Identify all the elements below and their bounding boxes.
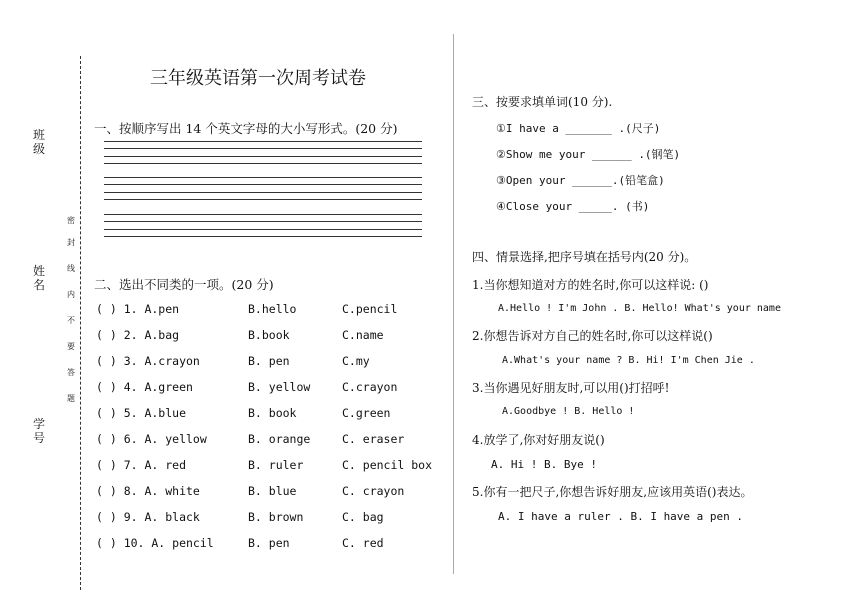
seal-char: 内 bbox=[67, 290, 75, 299]
name-label: 姓名 bbox=[32, 264, 45, 292]
seal-char: 封 bbox=[67, 238, 75, 247]
fill-item: ②Show me your ______ .(钢笔) bbox=[496, 148, 681, 161]
seal-char: 题 bbox=[67, 394, 75, 403]
fill-item: ④Close your _____. (书) bbox=[496, 200, 650, 213]
question-option-a: ( ) 5. A.blue bbox=[96, 406, 187, 420]
section2-heading: 二、选出不同类的一项。(20 分) bbox=[94, 277, 274, 292]
situation-question: 3.当你遇见好朋友时,可以用()打招呼! bbox=[472, 381, 670, 395]
question-option-b: B. orange bbox=[248, 432, 311, 446]
seal-char: 答 bbox=[67, 368, 75, 377]
question-option-b: B. yellow bbox=[248, 380, 311, 394]
student-number-label: 学号 bbox=[32, 417, 45, 445]
situation-question: 4.放学了,你对好朋友说() bbox=[472, 433, 605, 447]
fill-item: ①I have a _______ .(尺子) bbox=[496, 122, 661, 135]
question-option-c: C. red bbox=[342, 536, 384, 550]
situation-question: 5.你有一把尺子,你想告诉好朋友,应该用英语()表达。 bbox=[472, 485, 753, 499]
question-option-b: B. blue bbox=[248, 484, 297, 498]
exam-title: 三年级英语第一次周考试卷 bbox=[150, 68, 366, 89]
situation-question: 1.当你想知道对方的姓名时,你可以这样说: () bbox=[472, 278, 709, 292]
seal-dashed-line bbox=[80, 56, 81, 590]
situation-options: A. I have a ruler . B. I have a pen . bbox=[498, 510, 744, 523]
situation-options: A.Hello ! I'm John . B. Hello! What's your name bbox=[498, 303, 781, 314]
question-option-b: B. brown bbox=[248, 510, 304, 524]
situation-options: A. Hi ! B. Bye ! bbox=[491, 458, 597, 471]
question-option-b: B.book bbox=[248, 328, 290, 342]
seal-char: 不 bbox=[67, 316, 75, 325]
question-option-c: C.crayon bbox=[342, 380, 398, 394]
question-option-c: C. pencil box bbox=[342, 458, 433, 472]
page-divider bbox=[453, 34, 454, 574]
question-option-a: ( ) 10. A. pencil bbox=[96, 536, 214, 550]
class-label: 班级 bbox=[32, 128, 45, 156]
question-option-b: B. ruler bbox=[248, 458, 304, 472]
question-option-c: C.name bbox=[342, 328, 384, 342]
question-option-a: ( ) 8. A. white bbox=[96, 484, 200, 498]
question-option-c: C. eraser bbox=[342, 432, 405, 446]
situation-options: A.Goodbye ! B. Hello ! bbox=[502, 406, 635, 417]
question-option-a: ( ) 2. A.bag bbox=[96, 328, 180, 342]
seal-char: 线 bbox=[67, 264, 75, 273]
question-option-c: C. crayon bbox=[342, 484, 405, 498]
question-option-b: B.hello bbox=[248, 302, 297, 316]
question-option-b: B. pen bbox=[248, 536, 290, 550]
situation-options: A.What's your name ? B. Hi! I'm Chen Jie . bbox=[502, 355, 755, 366]
section4-heading: 四、情景选择,把序号填在括号内(20 分)。 bbox=[472, 250, 697, 264]
question-option-b: B. book bbox=[248, 406, 297, 420]
question-option-a: ( ) 3. A.crayon bbox=[96, 354, 200, 368]
section3-heading: 三、按要求填单词(10 分). bbox=[472, 95, 613, 109]
fill-item: ③Open your ______.(铅笔盒) bbox=[496, 174, 665, 187]
section1-heading: 一、按顺序写出 14 个英文字母的大小写形式。(20 分) bbox=[94, 121, 398, 136]
question-option-c: C.pencil bbox=[342, 302, 398, 316]
question-option-c: C. bag bbox=[342, 510, 384, 524]
situation-question: 2.你想告诉对方自己的姓名时,你可以这样说() bbox=[472, 329, 713, 343]
seal-char: 要 bbox=[67, 342, 75, 351]
seal-char: 密 bbox=[67, 216, 75, 225]
question-option-a: ( ) 1. A.pen bbox=[96, 302, 180, 316]
question-option-c: C.my bbox=[342, 354, 370, 368]
question-option-a: ( ) 6. A. yellow bbox=[96, 432, 207, 446]
question-option-b: B. pen bbox=[248, 354, 290, 368]
question-option-a: ( ) 7. A. red bbox=[96, 458, 187, 472]
question-option-a: ( ) 4. A.green bbox=[96, 380, 193, 394]
question-option-a: ( ) 9. A. black bbox=[96, 510, 200, 524]
question-option-c: C.green bbox=[342, 406, 391, 420]
